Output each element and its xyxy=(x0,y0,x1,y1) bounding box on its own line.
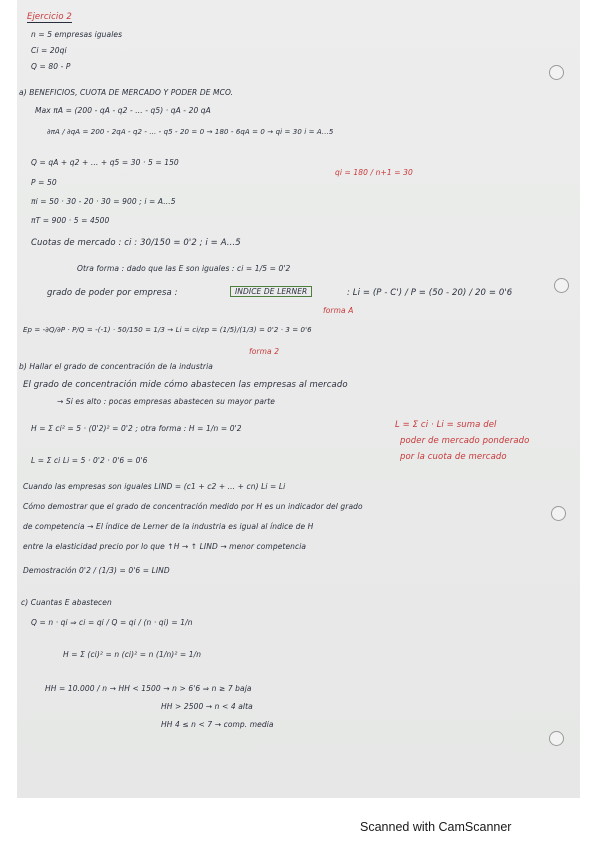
text-line: Ci = 20qi xyxy=(31,46,67,55)
margin-note: qi = 180 / n+1 = 30 xyxy=(335,168,413,177)
punch-hole-lower xyxy=(551,506,566,521)
text-line: de competencia → El índice de Lerner de la industria es igual al índice de H xyxy=(23,522,314,531)
text-line: Max πA = (200 - qA - q2 - ... - q5) · qA - 20 qA xyxy=(35,106,211,115)
exercise-title: Ejercicio 2 xyxy=(27,12,72,22)
punch-hole-bottom xyxy=(549,731,564,746)
text-line: P = 50 xyxy=(31,178,57,187)
text-line: : Li = (P - C') / P = (50 - 20) / 20 = 0'6 xyxy=(347,288,513,298)
text-line: → Si es alto : pocas empresas abastecen su mayor parte xyxy=(57,397,275,406)
text-line: Q = qA + q2 + ... + q5 = 30 · 5 = 150 xyxy=(31,158,179,167)
text-line: Q = n · qi ⇒ ci = qi / Q = qi / (n · qi) = 1/n xyxy=(31,618,193,627)
scanner-watermark: Scanned with CamScanner xyxy=(360,820,512,834)
text-line: Cuando las empresas son iguales LIND = (c1 + c2 + ... + cn) Li = Li xyxy=(23,482,286,491)
text-line: πT = 900 · 5 = 4500 xyxy=(31,216,110,225)
margin-note: poder de mercado ponderado xyxy=(400,436,530,446)
margin-note: forma 2 xyxy=(249,347,280,356)
text-line: HH 4 ≤ n < 7 → comp. media xyxy=(161,720,274,729)
text-line: Cómo demostrar que el grado de concentración medido por H es un indicador del grado xyxy=(23,502,363,511)
margin-note: por la cuota de mercado xyxy=(400,452,507,462)
margin-note: forma A xyxy=(323,306,354,315)
text-line: L = Σ ci Li = 5 · 0'2 · 0'6 = 0'6 xyxy=(31,456,148,465)
text-line: El grado de concentración mide cómo abastecen las empresas al mercado xyxy=(23,380,348,390)
text-line: H = Σ (ci)² = n (ci)² = n (1/n)² = 1/n xyxy=(63,650,202,659)
lerner-index-box: INDICE DE LERNER xyxy=(230,286,312,297)
text-line: Cuotas de mercado : ci : 30/150 = 0'2 ; i = A...5 xyxy=(31,238,241,248)
section-b-heading: b) Hallar el grado de concentración de la industria xyxy=(19,362,213,371)
text-line: HH > 2500 → n < 4 alta xyxy=(161,702,253,711)
punch-hole-middle xyxy=(554,278,569,293)
text-line: Demostración 0'2 / (1/3) = 0'6 = LIND xyxy=(23,566,170,575)
text-line: Q = 80 - P xyxy=(31,62,71,71)
section-c-heading: c) Cuantas E abastecen xyxy=(21,598,112,607)
text-line: πi = 50 · 30 - 20 · 30 = 900 ; i = A...5 xyxy=(31,197,176,206)
text-line: n = 5 empresas iguales xyxy=(31,30,123,39)
text-line: entre la elasticidad precio por lo que ↑H → ↑ LIND → menor competencia xyxy=(23,542,307,551)
section-a-heading: a) BENEFICIOS, CUOTA DE MERCADO Y PODER DE MCO. xyxy=(19,88,234,97)
text-line: grado de poder por empresa : xyxy=(47,288,178,298)
margin-note: L = Σ ci · Li = suma del xyxy=(395,420,497,430)
text-line: Otra forma : dado que las E son iguales : ci = 1/5 = 0'2 xyxy=(77,264,291,273)
scanned-page xyxy=(17,0,580,798)
text-line: H = Σ ci² = 5 · (0'2)² = 0'2 ; otra forma : H = 1/n = 0'2 xyxy=(31,424,242,433)
text-line: HH = 10.000 / n → HH < 1500 → n > 6'6 ⇒ n ≥ 7 baja xyxy=(45,684,252,693)
derivative-line: ∂πA / ∂qA = 200 - 2qA - q2 - ... - q5 - 20 = 0 → 180 - 6qA = 0 → qi = 30 i = A...5 xyxy=(47,128,334,136)
punch-hole-top xyxy=(549,65,564,80)
elasticity-line: Ep = -∂Q/∂P · P/Q = -(-1) · 50/150 = 1/3 → Li = ci/εp = (1/5)/(1/3) = 0'2 · 3 = 0'6 xyxy=(23,326,312,334)
